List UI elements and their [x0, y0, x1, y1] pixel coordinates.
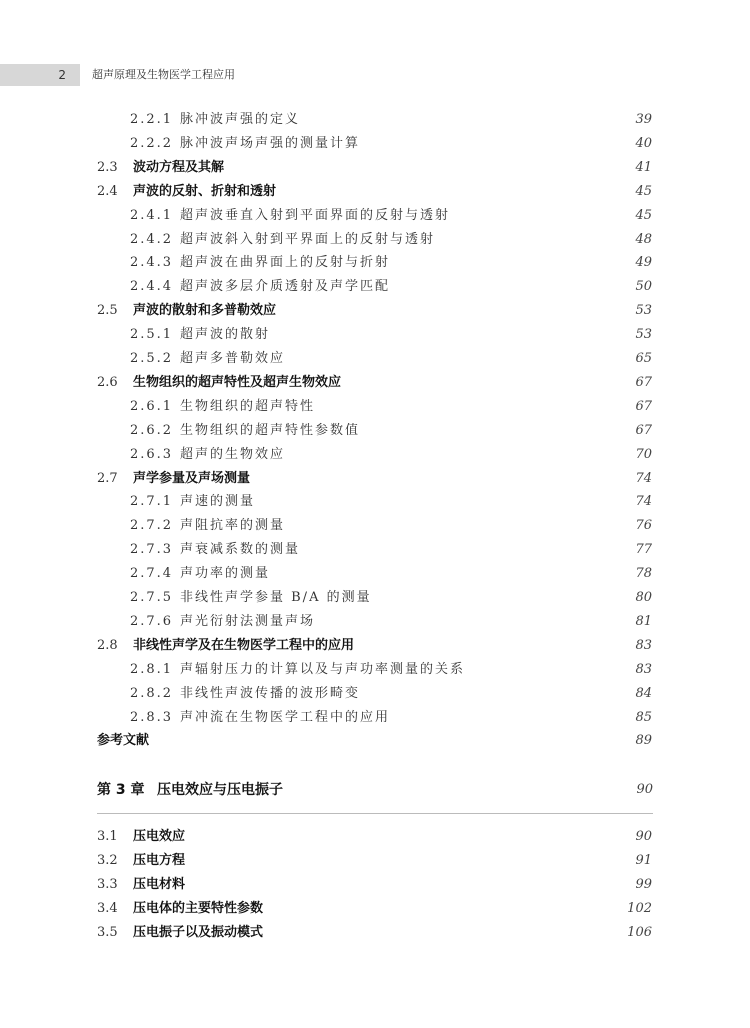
entry-title: 参考文献 [97, 733, 150, 748]
entry-page: 74 [635, 494, 652, 509]
entry-page: 40 [635, 136, 652, 151]
toc-section-entry[interactable] [0, 825, 750, 849]
toc-subsection-entry[interactable] [0, 610, 750, 634]
entry-page: 39 [635, 112, 652, 127]
entry-title: 脉冲波声强的定义 [180, 112, 301, 127]
chapter-page: 90 [636, 782, 653, 797]
entry-page: 67 [635, 399, 652, 414]
entry-title: 生物组织的超声特性参数值 [180, 423, 361, 438]
chapter-heading[interactable] [97, 778, 653, 802]
entry-title: 声功率的测量 [180, 566, 271, 581]
entry-number: 2.8.1 [130, 662, 174, 677]
entry-number: 2.5.2 [130, 351, 174, 366]
toc-subsection-entry[interactable] [0, 228, 750, 252]
entry-title: 声光衍射法测量声场 [180, 614, 316, 629]
toc-subsection-entry[interactable] [0, 562, 750, 586]
entry-page: 83 [635, 638, 652, 653]
toc-section-entry[interactable] [0, 299, 750, 323]
entry-title: 压电材料 [133, 877, 186, 892]
entry-title: 非线性声学参量 B/A 的测量 [180, 590, 372, 605]
entry-page: 76 [635, 518, 652, 533]
entry-page: 91 [635, 853, 652, 868]
toc-subsection-entry[interactable] [0, 251, 750, 275]
entry-number: 2.7.1 [130, 494, 174, 509]
entry-page: 53 [635, 327, 652, 342]
entry-number: 3.1 [97, 829, 118, 844]
entry-number: 2.8.2 [130, 686, 174, 701]
entry-title: 生物组织的超声特性 [180, 399, 316, 414]
chapter-number: 第 3 章 [97, 782, 145, 798]
entry-number: 2.4.4 [130, 279, 174, 294]
entry-title: 超声波在曲界面上的反射与折射 [180, 255, 391, 270]
entry-number: 2.7 [97, 471, 118, 486]
entry-number: 3.5 [97, 925, 118, 940]
entry-page: 83 [635, 662, 652, 677]
entry-title: 超声波垂直入射到平面界面的反射与透射 [180, 208, 451, 223]
toc-subsection-entry[interactable] [0, 395, 750, 419]
entry-page: 81 [635, 614, 652, 629]
toc-subsection-entry[interactable] [0, 586, 750, 610]
entry-number: 2.8 [97, 638, 118, 653]
entry-title: 波动方程及其解 [133, 160, 225, 175]
entry-title: 压电体的主要特性参数 [133, 901, 264, 916]
entry-title: 声衰减系数的测量 [180, 542, 301, 557]
entry-page: 77 [635, 542, 652, 557]
entry-number: 2.6 [97, 375, 118, 390]
entry-title: 声波的反射、折射和透射 [133, 184, 277, 199]
entry-page: 49 [635, 255, 652, 270]
entry-number: 2.5 [97, 303, 118, 318]
entry-number: 2.3 [97, 160, 118, 175]
toc-subsection-entry[interactable] [0, 323, 750, 347]
entry-title: 声冲流在生物医学工程中的应用 [180, 710, 391, 725]
chapter-title: 压电效应与压电振子 [157, 782, 283, 798]
toc-section-entry[interactable] [0, 156, 750, 180]
toc-subsection-entry[interactable] [0, 443, 750, 467]
entry-title: 非线性声学及在生物医学工程中的应用 [133, 638, 355, 653]
entry-number: 2.4.2 [130, 232, 174, 247]
entry-number: 2.7.2 [130, 518, 174, 533]
entry-number: 2.5.1 [130, 327, 174, 342]
entry-title: 脉冲波声场声强的测量计算 [180, 136, 361, 151]
toc-subsection-entry[interactable] [0, 347, 750, 371]
entry-page: 89 [635, 733, 652, 748]
entry-title: 声波的散射和多普勒效应 [133, 303, 277, 318]
entry-title: 声学参量及声场测量 [133, 471, 251, 486]
toc-section-entry[interactable] [0, 467, 750, 491]
toc-subsection-entry[interactable] [0, 658, 750, 682]
entry-number: 3.2 [97, 853, 118, 868]
entry-page: 74 [635, 471, 652, 486]
toc-section-entry[interactable] [0, 371, 750, 395]
entry-page: 45 [635, 208, 652, 223]
entry-number: 2.8.3 [130, 710, 174, 725]
entry-page: 85 [635, 710, 652, 725]
entry-title: 压电振子以及振动模式 [133, 925, 264, 940]
toc-section-entry[interactable] [0, 634, 750, 658]
entry-page: 80 [635, 590, 652, 605]
entry-number: 2.7.3 [130, 542, 174, 557]
toc-subsection-entry[interactable] [0, 204, 750, 228]
entry-title: 声速的测量 [180, 494, 256, 509]
entry-title: 超声波多层介质透射及声学匹配 [180, 279, 391, 294]
toc-subsection-entry[interactable] [0, 108, 750, 132]
entry-page: 67 [635, 423, 652, 438]
entry-title: 超声波的散射 [180, 327, 271, 342]
entry-page: 41 [635, 160, 652, 175]
entry-number: 3.3 [97, 877, 118, 892]
toc-references-entry[interactable] [0, 729, 750, 753]
toc-subsection-entry[interactable] [0, 514, 750, 538]
entry-number: 2.7.6 [130, 614, 174, 629]
toc-subsection-entry[interactable] [0, 706, 750, 730]
chapter-divider [97, 813, 653, 814]
toc-section-entry[interactable] [0, 921, 750, 945]
entry-page: 106 [627, 925, 652, 940]
entry-page: 78 [635, 566, 652, 581]
page-number: 2 [58, 68, 66, 82]
entry-page: 53 [635, 303, 652, 318]
entry-title: 生物组织的超声特性及超声生物效应 [133, 375, 342, 390]
entry-number: 2.7.4 [130, 566, 174, 581]
entry-page: 45 [635, 184, 652, 199]
entry-number: 2.6.3 [130, 447, 174, 462]
entry-page: 65 [635, 351, 652, 366]
entry-page: 84 [635, 686, 652, 701]
toc-subsection-entry[interactable] [0, 490, 750, 514]
entry-title: 超声多普勒效应 [180, 351, 286, 366]
toc-subsection-entry[interactable] [0, 538, 750, 562]
entry-title: 超声的生物效应 [180, 447, 286, 462]
toc-subsection-entry[interactable] [0, 275, 750, 299]
toc-subsection-entry[interactable] [0, 682, 750, 706]
entry-page: 50 [635, 279, 652, 294]
entry-page: 99 [635, 877, 652, 892]
toc-section-entry[interactable] [0, 849, 750, 873]
entry-number: 2.7.5 [130, 590, 174, 605]
entry-page: 48 [635, 232, 652, 247]
entry-number: 2.4.3 [130, 255, 174, 270]
entry-page: 102 [627, 901, 652, 916]
entry-number: 2.4 [97, 184, 118, 199]
entry-title: 声辐射压力的计算以及与声功率测量的关系 [180, 662, 466, 677]
entry-number: 2.6.2 [130, 423, 174, 438]
entry-number: 2.4.1 [130, 208, 174, 223]
toc-section-entry[interactable] [0, 873, 750, 897]
entry-title: 超声波斜入射到平界面上的反射与透射 [180, 232, 436, 247]
toc-section-entry[interactable] [0, 180, 750, 204]
toc-subsection-entry[interactable] [0, 419, 750, 443]
entry-number: 2.2.2 [130, 136, 174, 151]
entry-number: 2.6.1 [130, 399, 174, 414]
running-title: 超声原理及生物医学工程应用 [92, 68, 235, 81]
entry-page: 67 [635, 375, 652, 390]
toc-section-entry[interactable] [0, 897, 750, 921]
entry-title: 声阻抗率的测量 [180, 518, 286, 533]
toc-subsection-entry[interactable] [0, 132, 750, 156]
entry-number: 2.2.1 [130, 112, 174, 127]
entry-title: 压电方程 [133, 853, 186, 868]
entry-title: 非线性声波传播的波形畸变 [180, 686, 361, 701]
entry-page: 70 [635, 447, 652, 462]
entry-page: 90 [635, 829, 652, 844]
entry-title: 压电效应 [133, 829, 186, 844]
entry-number: 3.4 [97, 901, 118, 916]
